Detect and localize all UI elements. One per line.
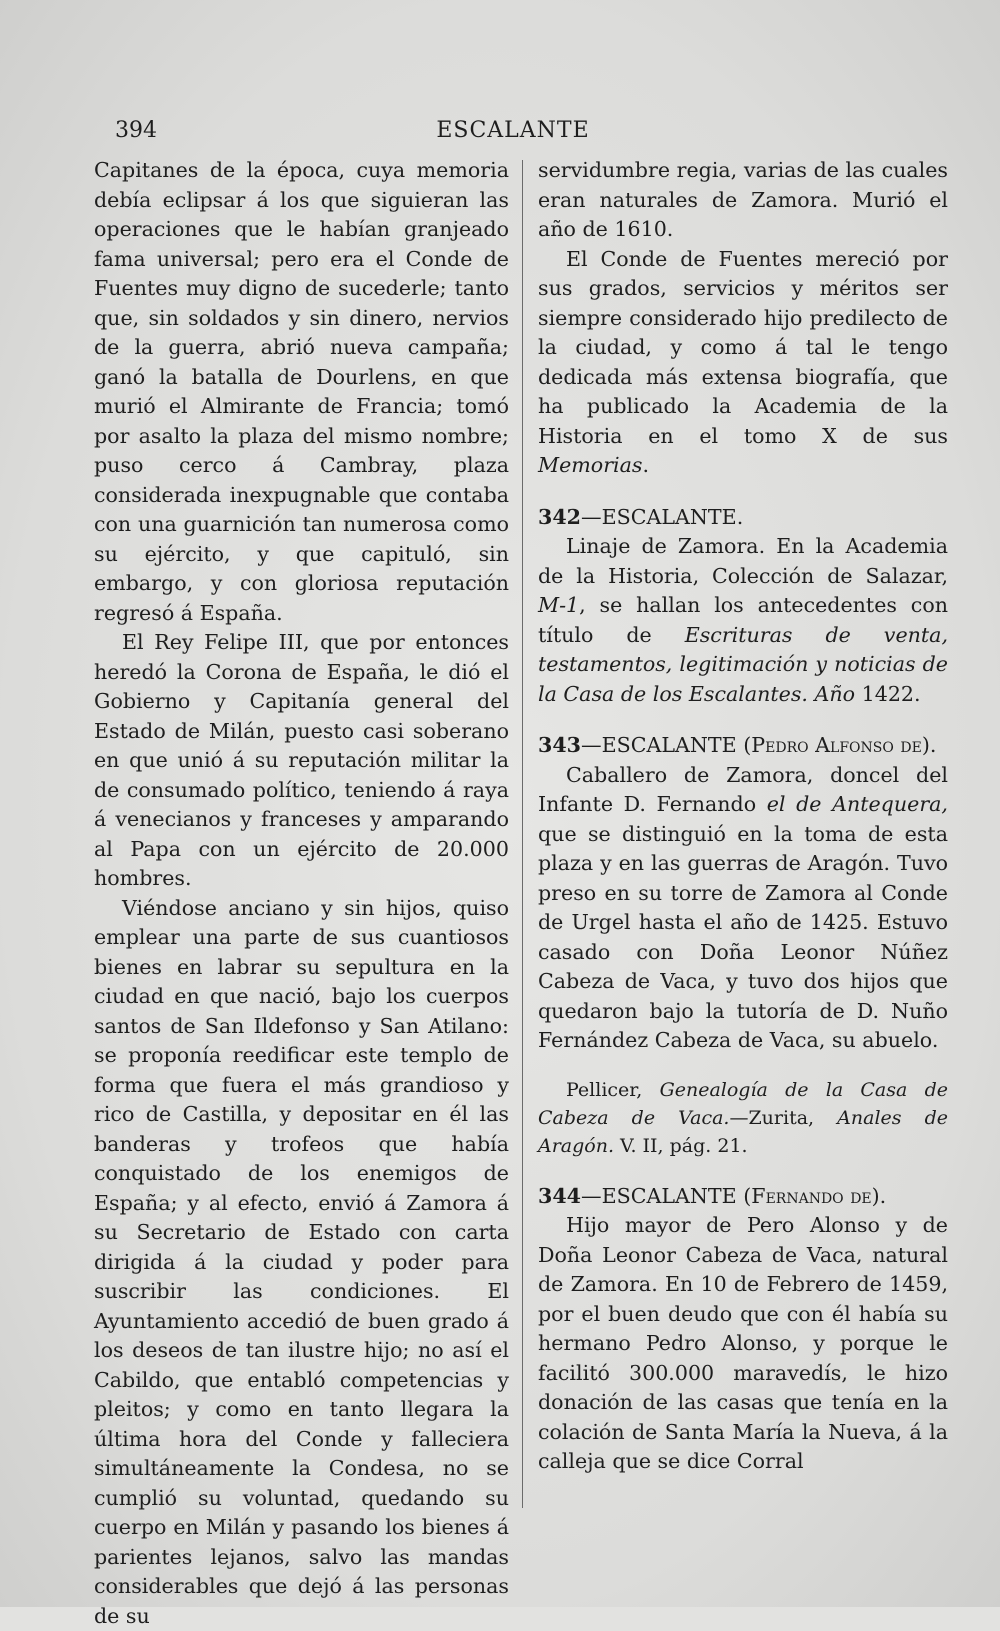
italic-title: Genealogía de la Casa de Cabeza de Vaca.: [538, 1079, 948, 1129]
entry-342-text: [538, 532, 948, 709]
page-header: [93, 118, 933, 152]
entry-342-heading: [538, 503, 948, 533]
text-run: Caballero de Zamora, doncel del Infante D. Fernando: [538, 763, 948, 817]
entry-344-text: Hijo mayor de Pero Alonso y de Doña Leonor Cabeza de Vaca, natural de Zamora. En 10 de Febrero de 1459, por el buen deudo que con él había su hermano Pedro Alonso, y porque le facilitó 300.000 maravedís, le hizo donación de las casas que tenía en la colación de Santa María la Nueva, á la calleja que se dice Corral: [538, 1211, 948, 1477]
paragraph-3: Viéndose anciano y sin hijos, quiso emplear una parte de sus cuantiosos bienes en labrar su sepultura en la ciudad en que nació, bajo los cuerpos santos de San Ildefonso y San Atilano: se proponía reedificar este templo de forma que fuera el más grandioso y rico de Castilla, y depositar en él las banderas y trofeos que había conquistado de los enemigos de España; y al efecto, envió á Zamora á su Secretario de Estado con carta dirigida á la ciudad y poder para suscribir las condiciones. El Ayuntamiento accedió de buen grado á los deseos de tan ilustre hijo; no así el Cabildo, que entabló competencias y pleitos; y como en tanto llegara la última hora del Conde y falleciera simultáneamente la Condesa, no se cumplió su voluntad, quedando su cuerpo en Milán y pasando los bienes á parientes lejanos, salvo las mandas considerables que dejó á las personas de su: [94, 894, 509, 1631]
text-run: 1422.: [855, 682, 921, 706]
italic-epithet: el de Antequera,: [767, 792, 948, 816]
paragraph-2: El Rey Felipe III, que por entonces heredó la Corona de España, le dió el Gobierno y Capitanía general del Estado de Milán, puesto casi soberano en que unió á su reputación militar la de consumado político, teniendo á raya á venecianos y franceses y amparando al Papa con un ejército de 20.000 hombres.: [94, 628, 509, 894]
entry-number: 342: [538, 505, 581, 529]
text-run: El Conde de Fuentes mereció por sus grados, servicios y méritos ser siempre considerado hijo predilecto de la ciudad, y como á tal le tengo dedicada más extensa biografía, que ha publicado la Academia de la Historia en el tomo X de sus: [538, 247, 948, 448]
italic-title: Memorias: [538, 453, 642, 477]
text-run: —Zurita,: [729, 1107, 837, 1129]
running-head: ESCALANTE: [93, 118, 933, 143]
italic-title: Escrituras de venta, testamentos, legitimación y noticias de la Casa de los Escalantes. Año: [538, 623, 948, 706]
entry-number: 344: [538, 1184, 581, 1208]
right-column: [538, 156, 948, 1477]
entry-343-heading: [538, 731, 948, 761]
page-number: 394: [115, 118, 157, 143]
column-divider: [522, 160, 523, 1508]
entry-title: —ESCALANTE: [581, 733, 743, 757]
entry-title: —ESCALANTE: [581, 1184, 743, 1208]
text-run: V. II, pág. 21.: [614, 1135, 748, 1157]
entry-title: —ESCALANTE.: [581, 505, 743, 529]
text-run: , se hallan los antecedentes con título de: [538, 593, 948, 647]
entry-number: 343: [538, 733, 581, 757]
italic-title: Anales de Aragón.: [538, 1107, 948, 1157]
text-run: Linaje de Zamora. En la Academia de la Historia, Colección de Salazar,: [538, 534, 948, 588]
entry-343-text: [538, 761, 948, 1056]
paragraph-fuentes: [538, 245, 948, 481]
paragraph-continuation: servidumbre regia, varias de las cuales eran naturales de Zamora. Murió el año de 1610.: [538, 156, 948, 245]
text-run: que se distinguió en la toma de esta plaza y en las guerras de Aragón. Tuvo preso en su torre de Zamora al Conde de Urgel hasta el año de 1425. Estuvo casado con Doña Leonor Núñez Cabeza de Vaca, y tuvo dos hijos que quedaron bajo la tutoría de D. Nuño Fernández Cabeza de Vaca, su abuelo.: [538, 822, 948, 1053]
left-column: [94, 156, 509, 1631]
italic-ref: M-1: [538, 593, 579, 617]
entry-name: (Pedro Alfonso de).: [743, 733, 936, 757]
text-run: Pellicer,: [566, 1079, 660, 1101]
text-run: .: [642, 453, 649, 477]
entry-343-references: [538, 1076, 948, 1160]
entry-name: (Fernando de).: [743, 1184, 886, 1208]
paragraph-1: Capitanes de la época, cuya memoria debía eclipsar á los que siguieran las operaciones que le habían granjeado fama universal; pero era el Conde de Fuentes muy digno de sucederle; tanto que, sin soldados y sin dinero, nervios de la guerra, abrió nueva campaña; ganó la batalla de Dourlens, en que murió el Almirante de Francia; tomó por asalto la plaza del mismo nombre; puso cerco á Cambray, plaza considerada inexpugnable que contaba con una guarnición tan numerosa como su ejército, y que capituló, sin embargo, y con gloriosa reputación regresó á España.: [94, 156, 509, 628]
entry-344-heading: [538, 1182, 948, 1212]
